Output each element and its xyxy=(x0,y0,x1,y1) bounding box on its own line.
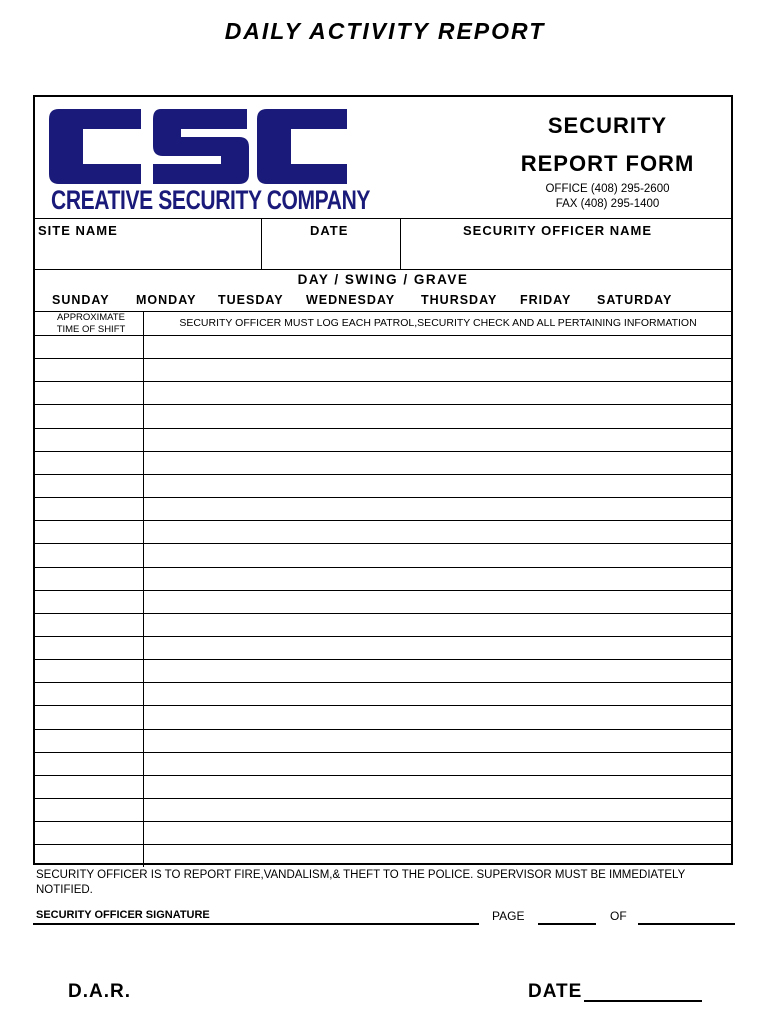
log-row-line[interactable] xyxy=(35,775,731,776)
form-title xyxy=(495,107,720,183)
dar-label: D.A.R. xyxy=(68,981,131,1002)
page-number-line[interactable] xyxy=(538,923,596,925)
log-row-line[interactable] xyxy=(35,752,731,753)
approx-time-label xyxy=(39,312,143,336)
log-instruction: SECURITY OFFICER MUST LOG EACH PATROL,SECURITY CHECK AND ALL PERTAINING INFORMATION xyxy=(179,317,697,329)
day-thursday: THURSDAY xyxy=(421,293,498,307)
bottom-date-line[interactable] xyxy=(584,1000,702,1002)
form-title-line1: SECURITY xyxy=(547,113,668,138)
log-row-line[interactable] xyxy=(35,358,731,359)
form-title-line2: REPORT FORM xyxy=(520,151,695,176)
divider xyxy=(400,218,401,269)
report-policy-note: SECURITY OFFICER IS TO REPORT FIRE,VANDALISM,& THEFT TO THE POLICE. SUPERVISOR MUST BE IMMEDIATELY NOTIFIED. xyxy=(36,869,686,896)
log-row-line[interactable] xyxy=(35,543,731,544)
of-label: OF xyxy=(610,909,627,923)
day-tuesday: TUESDAY xyxy=(218,293,284,307)
log-row-line[interactable] xyxy=(35,821,731,822)
log-row-line[interactable] xyxy=(35,798,731,799)
log-row-line[interactable] xyxy=(35,705,731,706)
page-total-line[interactable] xyxy=(638,923,735,925)
log-row-line[interactable] xyxy=(35,613,731,614)
day-monday: MONDAY xyxy=(136,293,197,307)
page-label: PAGE xyxy=(492,909,525,923)
approx-line1: APPROXIMATE xyxy=(57,312,125,323)
day-sunday: SUNDAY xyxy=(52,293,110,307)
contact-info xyxy=(495,182,720,212)
log-row-line[interactable] xyxy=(35,567,731,568)
csc-logo-letters xyxy=(49,109,349,184)
day-saturday: SATURDAY xyxy=(597,293,673,307)
log-row-line[interactable] xyxy=(35,497,731,498)
log-row-line[interactable] xyxy=(35,335,731,336)
page-title: DAILY ACTIVITY REPORT xyxy=(224,18,546,44)
divider xyxy=(35,269,731,270)
day-wednesday: WEDNESDAY xyxy=(306,293,396,307)
company-name: CREATIVE SECURITY COMPANY xyxy=(51,185,371,215)
log-row-line[interactable] xyxy=(35,590,731,591)
report-form xyxy=(33,95,733,865)
log-row-line[interactable] xyxy=(35,844,731,845)
office-phone: OFFICE (408) 295-2600 xyxy=(545,183,670,195)
approx-line2: TIME OF SHIFT xyxy=(56,324,126,335)
log-row-line[interactable] xyxy=(35,404,731,405)
log-row-line[interactable] xyxy=(35,659,731,660)
log-row-line[interactable] xyxy=(35,474,731,475)
log-row-line[interactable] xyxy=(35,729,731,730)
signature-line[interactable] xyxy=(33,923,479,925)
log-row-line[interactable] xyxy=(35,381,731,382)
divider xyxy=(261,218,262,269)
fax-number: FAX (408) 295-1400 xyxy=(555,198,660,210)
log-row-line[interactable] xyxy=(35,636,731,637)
day-friday: FRIDAY xyxy=(520,293,572,307)
log-row-line[interactable] xyxy=(35,520,731,521)
divider xyxy=(35,218,731,219)
log-row-line[interactable] xyxy=(35,682,731,683)
log-row-line[interactable] xyxy=(35,428,731,429)
log-row-line[interactable] xyxy=(35,451,731,452)
company-logo xyxy=(49,109,371,217)
bottom-date-label: DATE xyxy=(528,981,583,1002)
signature-label: SECURITY OFFICER SIGNATURE xyxy=(36,909,210,921)
date-label: DATE xyxy=(310,223,349,238)
site-name-label: SITE NAME xyxy=(38,223,118,238)
officer-name-label: SECURITY OFFICER NAME xyxy=(463,223,653,238)
shift-options: DAY / SWING / GRAVE xyxy=(297,272,469,287)
